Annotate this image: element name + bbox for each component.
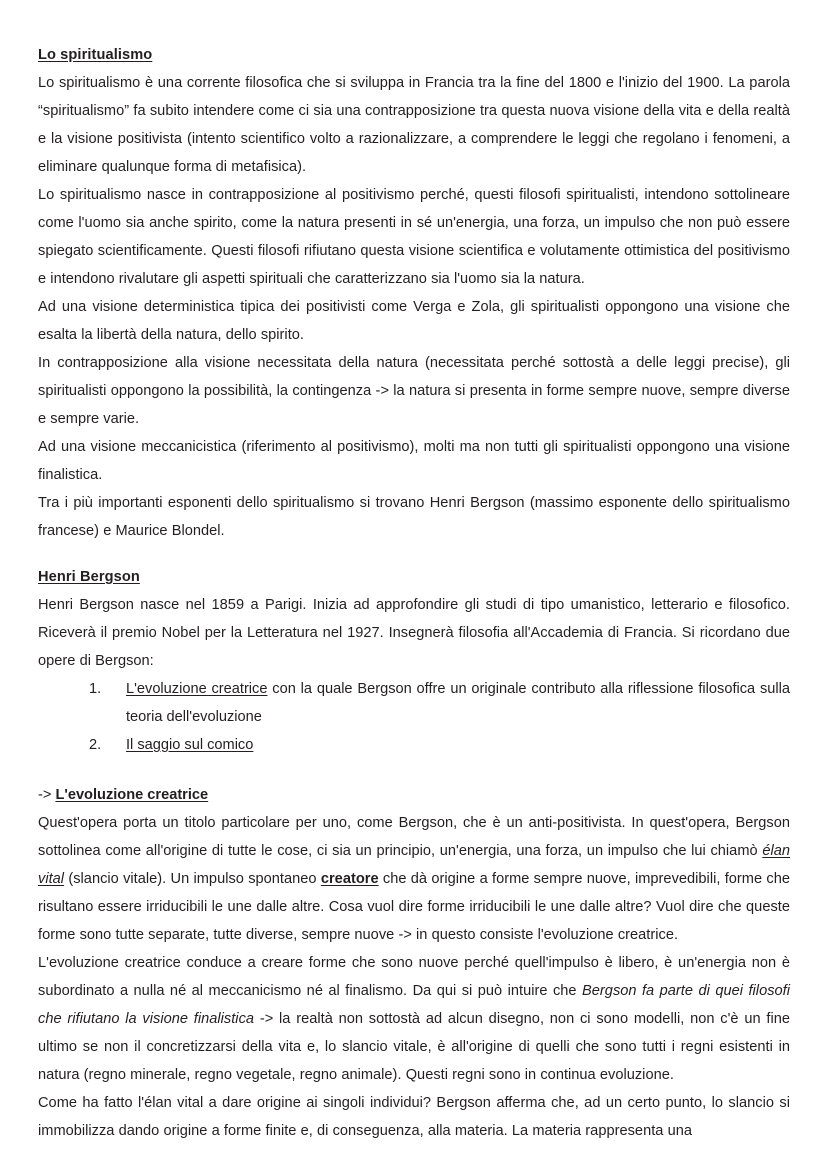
section-spacer	[38, 545, 790, 567]
paragraph-evoluzione-1-text-c: che dà origine a forme sempre nuove, imprevedibili, forme che risultano essere irriducibili le une dalle altre. Cosa vuol dire forme irriducibili le une dalle altre? Vuol dire che queste forme sono tutte separate, tutte diverse, sempre nuove -> in questo consiste l'evoluzione creatrice.	[38, 870, 790, 943]
paragraph-spiritualismo-5: Ad una visione meccanicistica (riferimento al positivismo), molti ma non tutti gli spiritualisti oppongono una visione finalistica.	[38, 438, 790, 483]
emphasis-bergson-finalismo: Bergson fa parte di quei filosofi che rifiutano la visione finalistica	[38, 982, 790, 1027]
paragraph-spiritualismo-2: Lo spiritualismo nasce in contrapposizione al positivismo perché, questi filosofi spiritualisti, intendono sottolineare come l'uomo sia anche spirito, come la natura presenti in sé un'energia, una forza, un impulso che non può essere spiegato scientificamente. Questi filosofi rifiutano questa visione scientifica e volutamente ottimistica del positivismo e intendono rivalutare gli aspetti spirituali che caratterizzano sia l'uomo sia la natura.	[38, 186, 790, 287]
list-item	[38, 675, 790, 731]
paragraph-evoluzione-3: Come ha fatto l'élan vital a dare origine ai singoli individui? Bergson afferma che, ad un certo punto, lo slancio si immobilizza dando origine a forme finite e, di conseguenza, alla materia. La materia rappresenta una	[38, 1094, 790, 1139]
paragraph-evoluzione-2-text-b: -> la realtà non sottostà ad alcun disegno, non ci sono modelli, non c'è un fine ultimo se non il concretizzarsi della vita e, lo slancio vitale, è all'origine di quelli che sono tutti i regni esistenti in natura (regno minerale, regno vegetale, regno animale). Questi regni sono in continua evoluzione.	[38, 1010, 790, 1083]
paragraph-evoluzione-1-text-b: (slancio vitale). Un impulso spontaneo	[64, 870, 321, 887]
term-creatore: creatore	[320, 870, 379, 887]
section-heading-henri-bergson: Henri Bergson	[38, 568, 140, 585]
list-item	[38, 731, 790, 759]
term-elan-vital: élan vital	[38, 842, 790, 887]
section-spacer	[38, 759, 790, 781]
paragraph-spiritualismo-6: Tra i più importanti esponenti dello spiritualismo si trovano Henri Bergson (massimo esponente dello spiritualismo francese) e Maurice Blondel.	[38, 494, 790, 539]
document-body	[38, 45, 790, 1145]
opere-list	[38, 675, 790, 759]
paragraph-evoluzione-1-text-a: Quest'opera porta un titolo particolare per uno, come Bergson, che è un anti-positivista. In quest'opera, Bergson sottolinea come all'origine di tutte le cose, ci sia un principio, un'energia, una forza, un impulso che lui chiamò	[38, 814, 790, 859]
paragraph-spiritualismo-4: In contrapposizione alla visione necessitata della natura (necessitata perché sottostà a delle leggi precise), gli spiritualisti oppongono la possibilità, la contingenza -> la natura si presenta in forme sempre nuove, sempre diverse e sempre varie.	[38, 354, 790, 427]
paragraph-evoluzione-2	[38, 949, 790, 1089]
paragraph-evoluzione-1	[38, 809, 790, 949]
paragraph-evoluzione-2-text-a: L'evoluzione creatrice conduce a creare forme che sono nuove perché quell'impulso è libero, è un'energia non è subordinato a nulla né al meccanicismo né al finalismo. Da qui si può intuire che	[38, 954, 790, 999]
section-heading-evoluzione-creatrice	[38, 781, 790, 809]
section-heading-spiritualismo: Lo spiritualismo	[38, 47, 153, 63]
section-heading-label: L'evoluzione creatrice	[55, 786, 209, 803]
arrow-marker: ->	[38, 786, 56, 803]
paragraph-bergson-biography: Henri Bergson nasce nel 1859 a Parigi. Inizia ad approfondire gli studi di tipo umanistico, letterario e filosofico. Riceverà il premio Nobel per la Letteratura nel 1927. Insegnerà filosofia all'Accademia di Francia. Si ricordano due opere di Bergson:	[38, 596, 790, 669]
paragraph-spiritualismo-1: Lo spiritualismo è una corrente filosofica che si sviluppa in Francia tra la fine del 1800 e l'inizio del 1900. La parola “spiritualismo” fa subito intendere come ci sia una contrapposizione tra questa nuova visione della vita e della realtà e la visione positivista (intento scientifico volto a razionalizzare, a comprendere le leggi che regolano i fenomeni, a eliminare qualunque forma di metafisica).	[38, 74, 790, 175]
opera-title-2: Il saggio sul comico	[126, 736, 254, 753]
opera-title-1: L'evoluzione creatrice	[126, 680, 268, 697]
opera-description-1: con la quale Bergson offre un originale contributo alla riflessione filosofica sulla teoria dell'evoluzione	[126, 680, 790, 725]
paragraph-spiritualismo-3: Ad una visione deterministica tipica dei positivisti come Verga e Zola, gli spiritualisti oppongono una visione che esalta la libertà della natura, dello spirito.	[38, 298, 790, 343]
